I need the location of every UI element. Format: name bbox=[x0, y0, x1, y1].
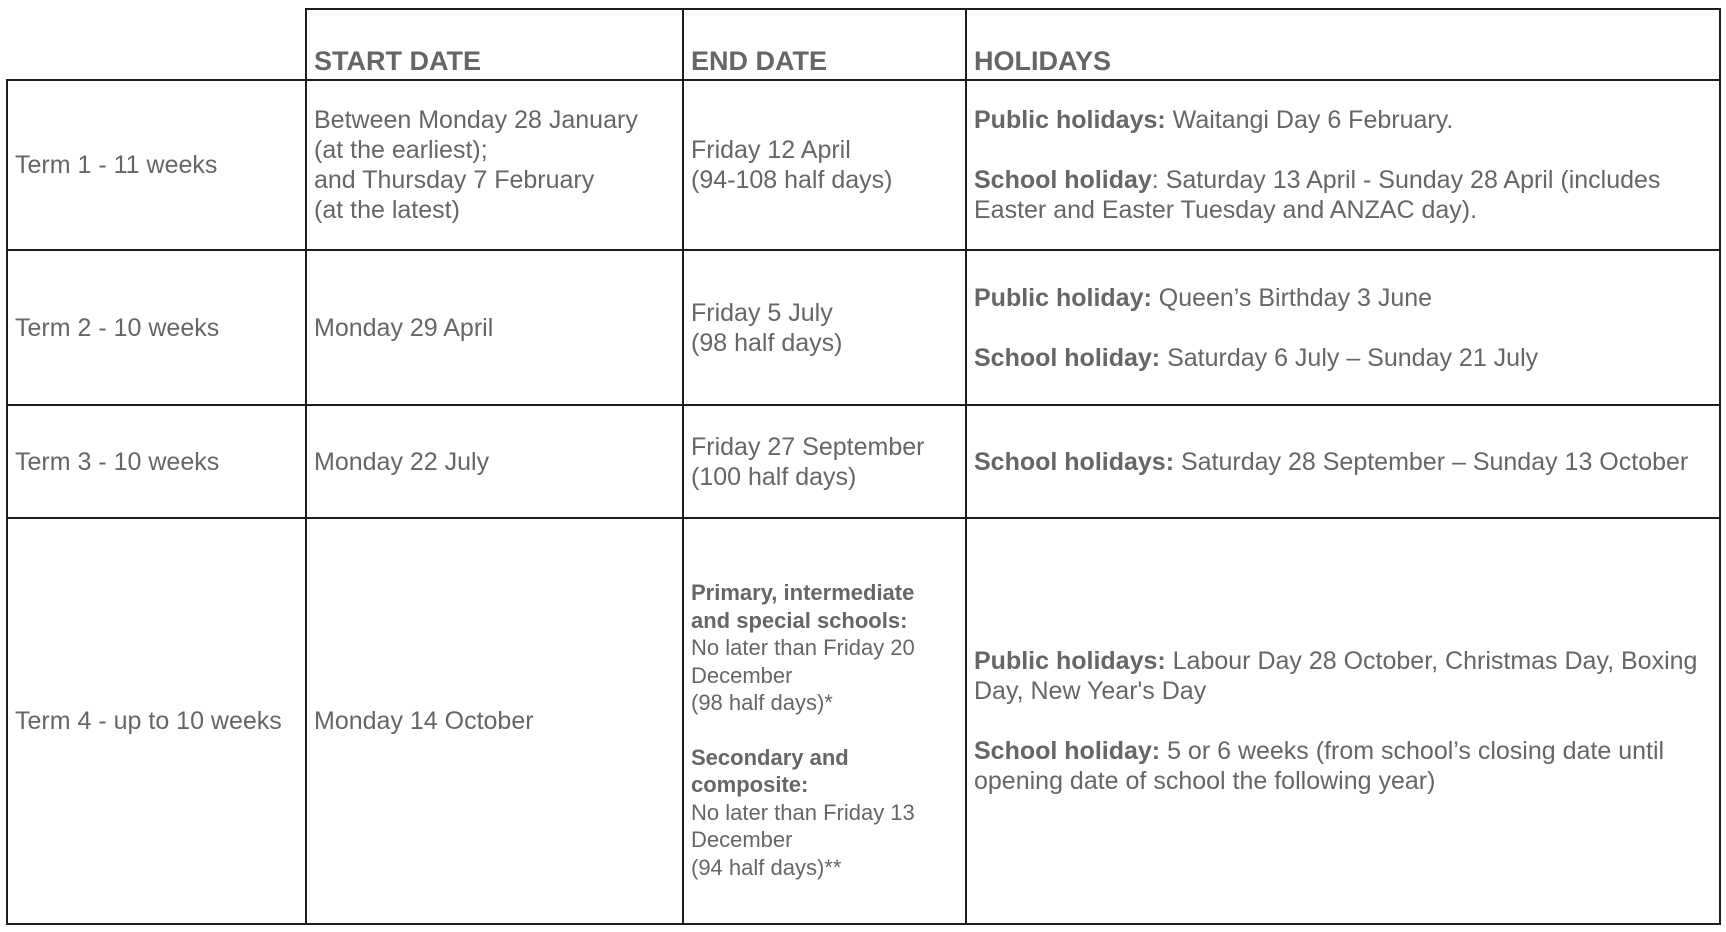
end-date-line: December bbox=[691, 662, 793, 688]
holiday-text: Saturday 6 July – Sunday 21 July bbox=[1160, 343, 1539, 372]
holiday-label: School holidays: bbox=[974, 447, 1175, 476]
holiday-entry bbox=[974, 165, 1713, 225]
grid-line-right bbox=[1719, 8, 1721, 925]
end-date-line: (98 half days) bbox=[691, 328, 843, 357]
end-date-group-secondary bbox=[691, 744, 959, 882]
holiday-text: Queen’s Birthday 3 June bbox=[1151, 283, 1433, 312]
start-date-line: (at the latest) bbox=[314, 196, 460, 224]
holiday-entry bbox=[974, 343, 1713, 373]
holiday-text: Waitangi Day 6 February. bbox=[1165, 106, 1454, 134]
row3-end-date bbox=[684, 406, 965, 517]
start-date-line: Monday 22 July bbox=[314, 447, 490, 476]
holiday-entry bbox=[974, 736, 1713, 796]
holiday-label: Public holidays: bbox=[974, 647, 1166, 675]
header-holidays-label: HOLIDAYS bbox=[974, 46, 1112, 76]
term-label: Term 4 - up to 10 weeks bbox=[15, 707, 282, 735]
start-date-line: Between Monday 28 January bbox=[314, 106, 638, 134]
term-label: Term 1 - 11 weeks bbox=[15, 151, 218, 179]
row4-holidays bbox=[967, 519, 1719, 923]
header-start-date bbox=[307, 10, 682, 79]
holiday-label: School holiday: bbox=[974, 737, 1161, 765]
row4-term bbox=[8, 519, 305, 923]
start-date-line: and Thursday 7 February bbox=[314, 166, 595, 194]
header-holidays bbox=[967, 10, 1719, 79]
row3-term bbox=[8, 406, 305, 517]
start-date-line: Monday 14 October bbox=[314, 707, 534, 735]
holiday-entry bbox=[974, 447, 1713, 477]
group-label-line: Secondary and bbox=[691, 744, 849, 770]
header-end-date-label: END DATE bbox=[691, 46, 828, 76]
holiday-entry bbox=[974, 283, 1713, 313]
end-date-line: (100 half days) bbox=[691, 462, 857, 491]
end-date-line: (98 half days)* bbox=[691, 690, 833, 715]
end-date-line: Friday 27 September bbox=[691, 432, 925, 461]
holiday-text: : Saturday 13 April - Sunday 28 April (includes Easter and Easter Tuesday and ANZAC day). bbox=[974, 166, 1661, 224]
row2-term bbox=[8, 251, 305, 404]
end-date-line: December bbox=[691, 827, 793, 852]
header-end-date bbox=[684, 10, 965, 79]
term-label: Term 3 - 10 weeks bbox=[15, 447, 220, 476]
end-date-line: No later than Friday 13 bbox=[691, 799, 915, 825]
end-date-group-primary bbox=[691, 579, 959, 717]
grid-line-bottom bbox=[7, 923, 1721, 925]
row1-end-date bbox=[684, 81, 965, 249]
header-start-date-label: START DATE bbox=[314, 46, 481, 76]
row2-end-date bbox=[684, 251, 965, 404]
holiday-entry bbox=[974, 105, 1713, 135]
holiday-text: 5 or 6 weeks (from school’s closing date until opening date of school the following year) bbox=[974, 737, 1665, 795]
term-label: Term 2 - 10 weeks bbox=[15, 313, 220, 342]
start-date-line: (at the earliest); bbox=[314, 136, 488, 164]
row1-term bbox=[8, 81, 305, 249]
holiday-label: School holiday: bbox=[974, 343, 1161, 372]
holiday-text: Labour Day 28 October, Christmas Day, Boxing Day, New Year's Day bbox=[974, 647, 1698, 705]
group-label-line: Primary, intermediate bbox=[691, 580, 915, 605]
row1-holidays bbox=[967, 81, 1719, 249]
holiday-text: Saturday 28 September – Sunday 13 October bbox=[1174, 447, 1689, 476]
holiday-label: Public holiday: bbox=[974, 283, 1152, 312]
holiday-label: Public holidays: bbox=[974, 106, 1166, 134]
row4-start-date bbox=[307, 519, 682, 923]
end-date-line: (94 half days)** bbox=[691, 854, 842, 880]
row4-end-date bbox=[684, 519, 965, 923]
end-date-line: No later than Friday 20 bbox=[691, 635, 915, 660]
row3-start-date bbox=[307, 406, 682, 517]
row2-holidays bbox=[967, 251, 1719, 404]
end-date-line: Friday 12 April bbox=[691, 136, 851, 164]
row1-start-date bbox=[307, 81, 682, 249]
group-label-line: composite: bbox=[691, 772, 809, 797]
end-date-line: (94-108 half days) bbox=[691, 166, 893, 194]
start-date-line: Monday 29 April bbox=[314, 313, 494, 342]
row3-holidays bbox=[967, 406, 1719, 517]
holiday-entry bbox=[974, 646, 1713, 706]
group-label-line: and special schools: bbox=[691, 607, 908, 633]
holiday-label: School holiday bbox=[974, 166, 1152, 194]
end-date-line: Friday 5 July bbox=[691, 298, 833, 327]
row2-start-date bbox=[307, 251, 682, 404]
